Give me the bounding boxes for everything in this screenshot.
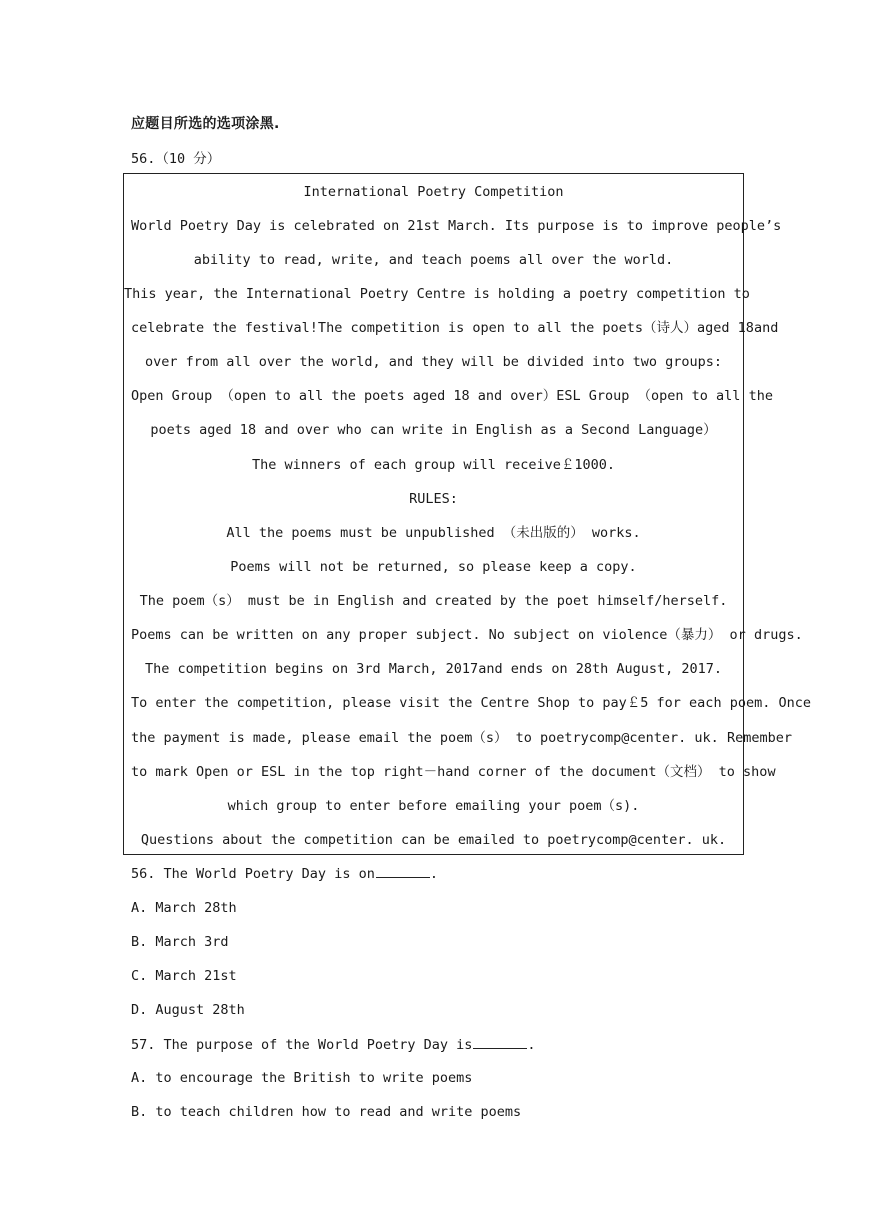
question-56-stem <box>131 864 438 883</box>
question-56-option-b: B. March 3rd <box>131 934 229 950</box>
question-end-mark: . <box>527 1037 536 1053</box>
question-57-stem <box>131 1035 536 1054</box>
answer-blank <box>473 1035 527 1049</box>
passage-line: which group to enter before emailing your poem（s). <box>227 798 640 814</box>
passage-rules-heading: RULES: <box>409 491 458 507</box>
passage-title: International Poetry Competition <box>303 184 564 200</box>
question-56-option-a: A. March 28th <box>131 900 237 916</box>
question-text: 57. The purpose of the World Poetry Day is <box>131 1037 473 1053</box>
passage-line: Questions about the competition can be emailed to poetrycomp@center. uk. <box>140 832 727 848</box>
passage-line: Poems can be written on any proper subject. No subject on violence（暴力） or drugs. <box>131 627 803 643</box>
passage-line: poets aged 18 and over who can write in English as a Second Language） <box>150 422 717 438</box>
passage-line: to mark Open or ESL in the top right－hand corner of the document（文档） to show <box>131 764 776 780</box>
question-57-option-a: A. to encourage the British to write poems <box>131 1070 473 1086</box>
passage-line: World Poetry Day is celebrated on 21st March. Its purpose is to improve people’s <box>131 218 782 234</box>
question-end-mark: . <box>429 866 438 882</box>
passage-box <box>123 173 811 855</box>
passage-line: The poem（s） must be in English and created by the poet himself/herself. <box>139 593 728 609</box>
passage-line: The winners of each group will receive￡1000. <box>252 457 615 473</box>
passage-line: Open Group （open to all the poets aged 18 and over）ESL Group （open to all the <box>131 388 773 404</box>
passage-line: All the poems must be unpublished （未出版的） works. <box>226 525 641 541</box>
question-57-option-b: B. to teach children how to read and write poems <box>131 1104 522 1120</box>
question-56-option-d: D. August 28th <box>131 1002 245 1018</box>
passage-line: celebrate the festival!The competition is open to all the poets（诗人）aged 18and <box>131 320 779 336</box>
passage-line: over from all over the world, and they will be divided into two groups: <box>144 354 723 370</box>
passage-line: Poems will not be returned, so please keep a copy. <box>230 559 637 575</box>
question-56-option-c: C. March 21st <box>131 968 237 984</box>
section-number: 56.（10 分） <box>131 151 221 167</box>
passage-line: ability to read, write, and teach poems all over the world. <box>193 252 674 268</box>
passage-line: To enter the competition, please visit the Centre Shop to pay￡5 for each poem. Once <box>131 695 811 711</box>
instruction-text: 应题目所选的选项涂黑. <box>131 116 280 132</box>
answer-blank <box>376 864 430 878</box>
passage-line: The competition begins on 3rd March, 2017and ends on 28th August, 2017. <box>144 661 723 677</box>
passage-line: the payment is made, please email the poem（s） to poetrycomp@center. uk. Remember <box>131 730 792 746</box>
passage-line: This year, the International Poetry Centre is holding a poetry competition to <box>124 286 750 302</box>
question-text: 56. The World Poetry Day is on <box>131 866 375 882</box>
